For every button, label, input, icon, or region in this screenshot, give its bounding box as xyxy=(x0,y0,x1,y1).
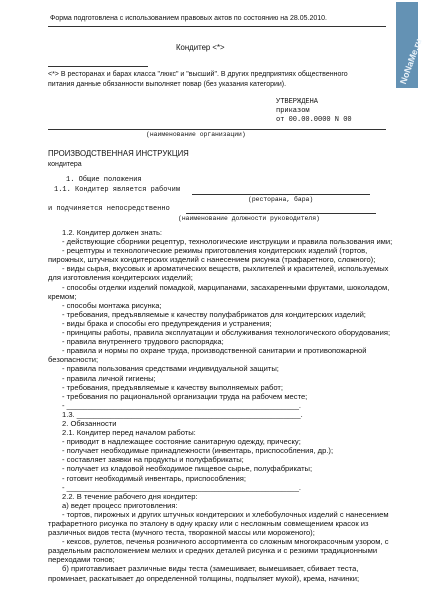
body-line: - виды сырья, вкусовых и ароматических веществ, рыхлителей и красителей, используемых xyxy=(62,264,389,274)
body-line: а) ведет процесс приготовления: xyxy=(62,500,178,510)
body-line: - способы монтажа рисунка; xyxy=(62,300,162,310)
restaurant-caption: (ресторана, бара) xyxy=(248,196,314,203)
instruction-subtitle: кондитера xyxy=(48,161,82,168)
approval-approved: УТВЕРЖДЕНА xyxy=(276,98,319,106)
body-line: - получает из кладовой необходимое пищевое сырье, полуфабрикаты; xyxy=(62,464,313,474)
instruction-body xyxy=(48,228,393,583)
org-name-caption: (наименование организации) xyxy=(146,131,246,138)
body-line: - тортов, пирожных и других штучных кондитерских и хлебобулочных изделий с нанесением xyxy=(62,509,389,519)
document-title: Кондитер <*> xyxy=(176,43,225,52)
footnote-line-1: <*> В ресторанах и барах класса "люкс" и "высший". В других предприятиях общественного xyxy=(48,71,348,78)
body-line: - кексов, рулетов, печенья розничного ассортимента со сложным многокрасочным узором, с xyxy=(62,537,389,547)
approval-date: от 00.00.0000 N 00 xyxy=(276,116,352,124)
instruction-title: ПРОИЗВОДСТВЕННАЯ ИНСТРУКЦИЯ xyxy=(48,149,189,158)
body-line: 1.3. _____________________________________________________. xyxy=(62,409,303,419)
body-line: - приводит в надлежащее состояние санитарную одежду, прическу; xyxy=(62,437,301,447)
body-line: трафаретного рисунка по эталону в одну краску или с несложным совмещением красок из xyxy=(48,519,369,528)
header-divider xyxy=(48,26,386,27)
org-name-line xyxy=(48,129,386,130)
footnote-line-2: питания данные обязанности выполняет повар (без указания категории). xyxy=(48,81,287,88)
body-line: пирожных, штучных кондитерских изделий с нанесением рисунка (трафаретного, сложного); xyxy=(48,255,376,265)
body-line: безопасности; xyxy=(48,355,99,365)
approval-order: приказом xyxy=(276,107,310,115)
body-line: - требования, предъявляемые к качеству полуфабрикатов для кондитерских изделий; xyxy=(62,309,366,319)
body-line: различных видов теста (мучного теста, творожной массы или мороженого); xyxy=(48,528,315,538)
site-watermark-logo xyxy=(396,2,424,88)
section-general-heading: 1. Общие положения xyxy=(66,176,142,184)
body-line: - рецептуры и технологические режимы приготовления кондитерских изделий (тортов, xyxy=(62,246,368,256)
body-line: б) приготавливает различные виды теста (замешивает, вымешивает, сбивает теста, xyxy=(62,564,359,574)
body-line: - составляет заявки на продукты и полуфабрикаты; xyxy=(62,455,244,465)
body-line: - готовит необходимый инвентарь, приспособления; xyxy=(62,473,246,483)
form-header-note: Форма подготовлена с использованием правовых актов по состоянию на 28.05.2010. xyxy=(50,15,327,22)
body-line: - _______________________________________________________. xyxy=(62,400,302,410)
body-line: - принципы работы, правила эксплуатации и обслуживания технологического оборудования; xyxy=(62,328,391,338)
body-line: - правила личной гигиены; xyxy=(62,373,156,383)
body-line: - требования по рациональной организации труда на рабочем месте; xyxy=(62,391,308,401)
body-line: 2. Обязанности xyxy=(62,418,117,428)
body-line: - правила внутреннего трудового распорядка; xyxy=(62,337,224,347)
body-line: переходами тонов; xyxy=(48,555,115,565)
body-line: 2.1. Кондитер перед началом работы: xyxy=(62,428,196,438)
body-line: - действующие сборники рецептур, технологические инструкции и правила пользования ими; xyxy=(62,237,393,247)
body-line: кремом; xyxy=(48,291,77,301)
body-line: проминает, раскатывает до определенной толщины, подпыляет мукой), крема, начинки; xyxy=(48,573,360,583)
footnote-divider xyxy=(48,66,148,67)
body-line: - получает необходимые принадлежности (инвентарь, приспособления, др.); xyxy=(62,446,334,456)
body-line: раздельным расположением мелких и средних деталей рисунка и с резкими традиционными xyxy=(48,546,378,556)
subordinate-text: и подчиняется непосредственно xyxy=(48,205,170,213)
body-line: 2.2. В течение рабочего дня кондитер: xyxy=(62,491,198,501)
body-line: - виды брака и способы его предупреждения и устранения; xyxy=(62,318,272,328)
body-line: - способы отделки изделий помадкой, марципанами, засахаренными фруктами, шоколадом, xyxy=(62,282,390,292)
body-line: - правила пользования средствами индивидуальной защиты; xyxy=(62,364,279,374)
clause-1-1: 1.1. Кондитер является рабочим xyxy=(54,186,181,194)
body-line: - требования, предъявляемые к качеству выполняемых работ; xyxy=(62,382,283,392)
manager-caption: (наименование должности руководителя) xyxy=(178,215,320,222)
manager-blank xyxy=(186,213,376,214)
body-line: - правила и нормы по охране труда, производственной санитарии и противопожарной xyxy=(62,346,367,356)
body-line: для изготовления кондитерских изделий; xyxy=(48,273,193,283)
body-line: - _______________________________________________________. xyxy=(62,482,302,492)
body-line: 1.2. Кондитер должен знать: xyxy=(62,228,163,237)
clause-1-1-blank xyxy=(192,194,370,195)
watermark-text: NoNaMe.ru xyxy=(398,37,424,86)
